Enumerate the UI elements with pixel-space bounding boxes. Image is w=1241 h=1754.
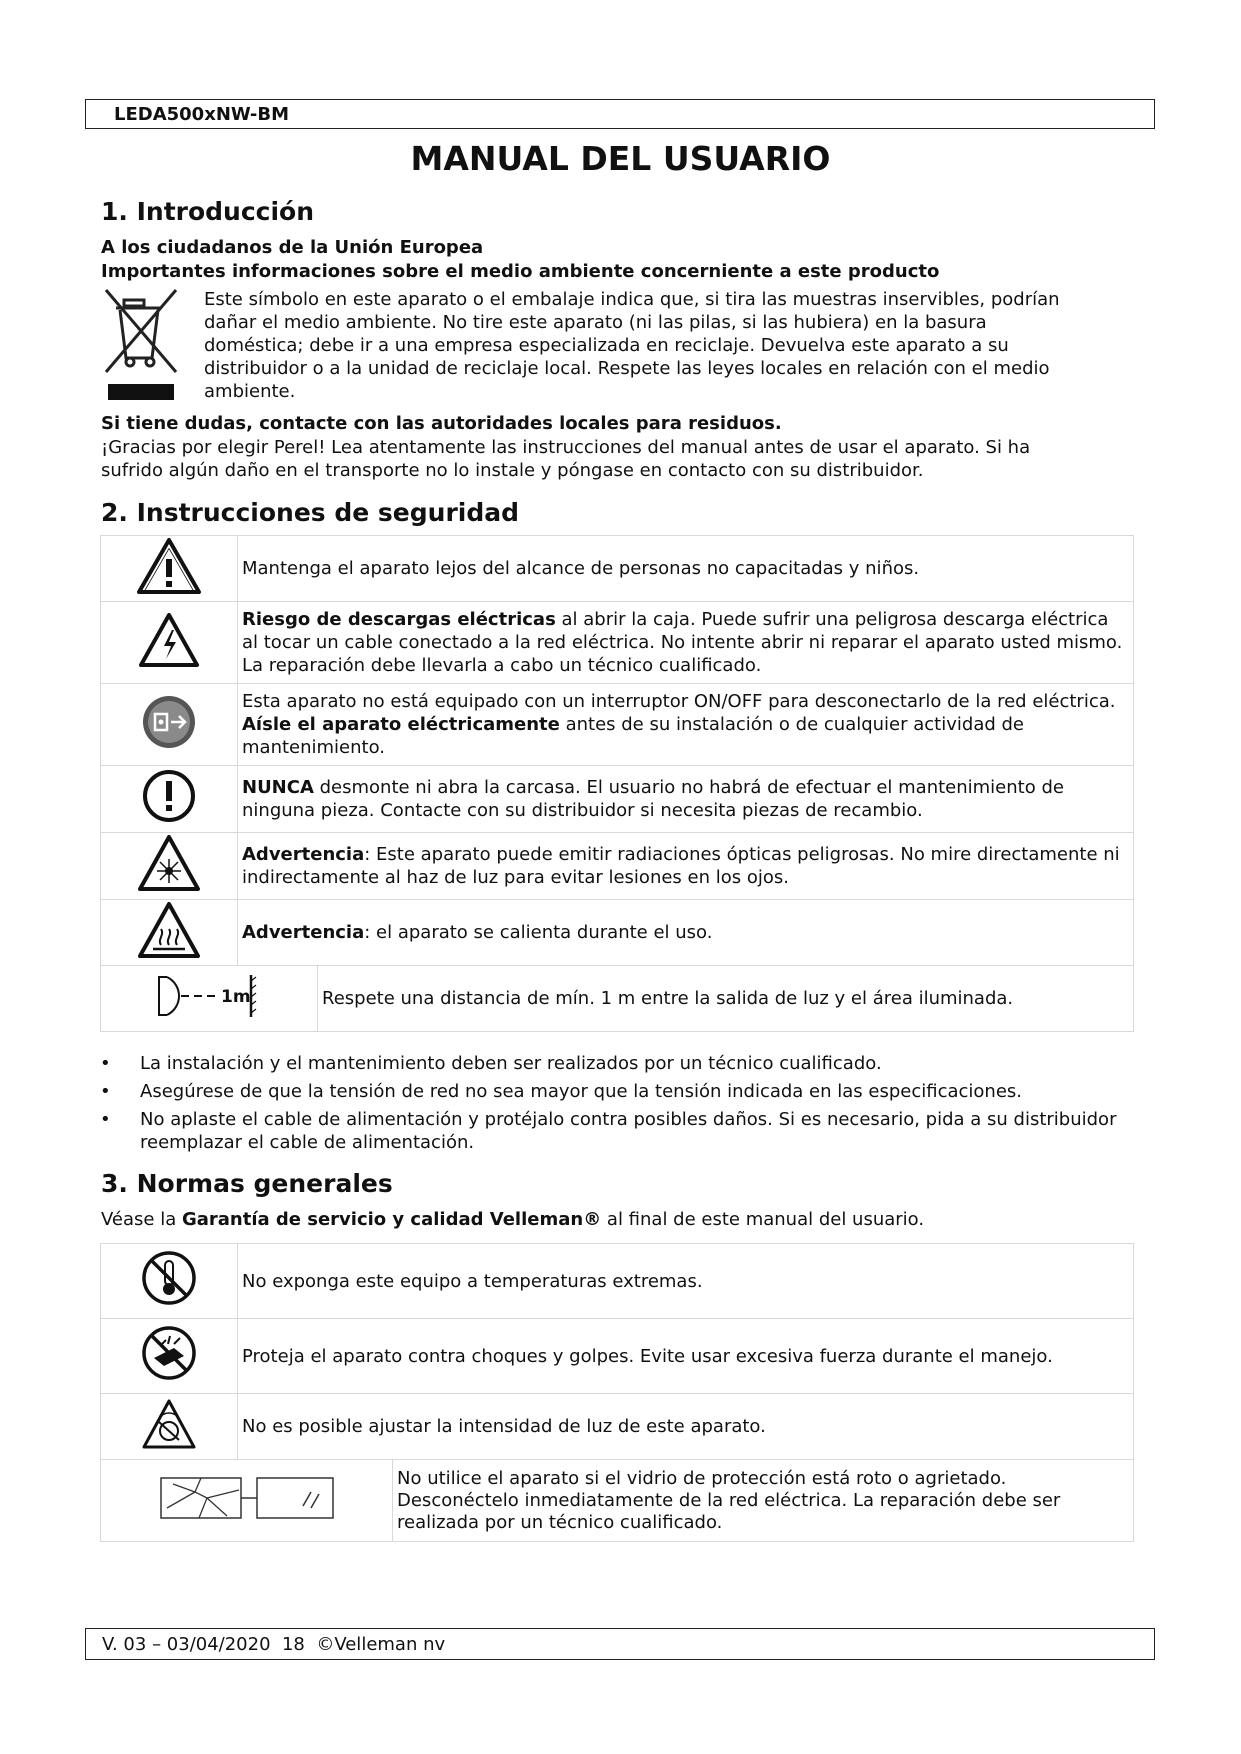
weee-paragraph [204, 288, 1144, 403]
row-text: Respete una distancia de mín. 1 m entre la salida de luz y el área iluminada. [322, 988, 1014, 1009]
header-box [85, 99, 1155, 129]
row-text: Proteja el aparato contra choques y golpes. Evite usar excesiva fuerza durante el manejo. [242, 1345, 1053, 1367]
warranty-note [101, 1208, 924, 1231]
bullet-text: Asegúrese de que la tensión de red no sea mayor que la tensión indicada en las especificaciones. [140, 1081, 1022, 1102]
row-text: desmonte ni abra la carcasa. El usuario no habrá de efectuar el mantenimiento de ninguna pieza. Contacte con su distribuidor si necesita piezas de recambio. [242, 777, 1064, 821]
distance-1m-icon [101, 966, 318, 1032]
row-text: Esta aparato no está equipado con un interruptor ON/OFF para desconectarlo de la red eléctrica. [242, 691, 1116, 712]
weee-line: distribuidor o a la unidad de reciclaje local. Respete las leyes locales en relación con el medio [204, 358, 1050, 379]
disconnect-plug-icon [101, 684, 238, 766]
weee-bin-icon [102, 286, 182, 402]
row-text: No utilice el aparato si el vidrio de protección está roto o agrietado. Desconéctelo inmediatamente de la red eléctrica. La reparación debe ser realizada por un técnico cualificado. [397, 1467, 1061, 1533]
warranty-bold: Garantía de servicio y calidad Velleman® [181, 1209, 602, 1230]
optical-radiation-icon [101, 833, 238, 900]
no-dimmer-icon [101, 1394, 238, 1460]
warning-icon [101, 536, 238, 602]
bullet-text: No aplaste el cable de alimentación y protéjalo contra posibles daños. Si es necesario, pida a su distribuidor reemplazar el cable de alimentación. [140, 1109, 1117, 1153]
safety-table [100, 535, 1134, 1032]
section-3-heading: 3. Normas generales [101, 1169, 393, 1198]
section-2-heading: 2. Instrucciones de seguridad [101, 498, 520, 527]
hot-surface-icon [101, 900, 238, 966]
safety-row [101, 833, 1134, 900]
list-item [100, 1052, 1150, 1075]
bullet-dot: • [100, 1081, 111, 1102]
row-text: antes de su instalación o de cualquier actividad de mantenimiento. [242, 714, 1024, 758]
rules-row [101, 1319, 1134, 1394]
section-1-heading: 1. Introducción [101, 197, 315, 226]
safety-row [101, 900, 1134, 966]
safety-row [101, 966, 1134, 1032]
row-text: : Este aparato puede emitir radiaciones ópticas peligrosas. No mire directamente ni indirectamente al haz de luz para evitar lesiones en los ojos. [242, 844, 1120, 888]
list-item [100, 1108, 1150, 1154]
list-item [100, 1080, 1150, 1103]
weee-line: dañar el medio ambiente. No tire este aparato (ni las pilas, si las hubiera) en la basura [204, 312, 987, 333]
bullet-dot: • [100, 1053, 111, 1074]
row-text: : el aparato se calienta durante el uso. [364, 922, 713, 943]
doubts-note: Si tiene dudas, contacte con las autoridades locales para residuos. [101, 413, 782, 434]
eu-citizens-subheading: A los ciudadanos de la Unión Europea [101, 237, 484, 258]
safety-row [101, 766, 1134, 833]
exclamation-circle-icon [101, 766, 238, 833]
environment-subheading: Importantes informaciones sobre el medio ambiente concerniente a este producto [101, 261, 940, 282]
bullet-dot: • [100, 1109, 111, 1130]
safety-row [101, 536, 1134, 602]
electric-shock-icon [101, 602, 238, 684]
thanks-line: ¡Gracias por elegir Perel! Lea atentamente las instrucciones del manual antes de usar el aparato. Si ha [101, 437, 1031, 458]
warranty-text: al final de este manual del usuario. [601, 1209, 925, 1230]
row-bold: Advertencia [242, 844, 365, 865]
row-bold: Aísle el aparato eléctricamente [242, 714, 560, 735]
broken-glass-icon [101, 1460, 393, 1542]
general-rules-table [100, 1243, 1134, 1542]
safety-row [101, 684, 1134, 766]
no-extreme-temperature-icon [101, 1244, 238, 1319]
weee-line: ambiente. [204, 381, 296, 402]
row-bold: Advertencia [242, 922, 365, 943]
row-bold: NUNCA [242, 777, 314, 798]
safety-row [101, 602, 1134, 684]
warranty-text: Véase la [101, 1209, 182, 1230]
rules-row [101, 1394, 1134, 1460]
no-shock-icon [101, 1319, 238, 1394]
thanks-paragraph [101, 436, 1030, 482]
bullet-text: La instalación y el mantenimiento deben ser realizados por un técnico cualificado. [140, 1053, 882, 1074]
rules-row [101, 1460, 1134, 1542]
weee-line: doméstica; debe ir a una empresa especializada en reciclaje. Devuelva este aparato a su [204, 335, 1009, 356]
row-text: No exponga este equipo a temperaturas extremas. [242, 1270, 703, 1292]
page-title: MANUAL DEL USUARIO [410, 139, 831, 178]
rules-row [101, 1244, 1134, 1319]
row-text: Mantenga el aparato lejos del alcance de personas no capacitadas y niños. [242, 558, 920, 579]
distance-label: 1m [221, 986, 251, 1007]
model-name: LEDA500xNW-BM [114, 104, 290, 125]
row-text: No es posible ajustar la intensidad de luz de este aparato. [242, 1416, 766, 1437]
row-text: al abrir la caja. Puede sufrir una peligrosa descarga eléctrica al tocar un cable conectado a la red eléctrica. No intente abrir ni reparar el aparato usted mismo. La reparación debe llevarla a cabo un técnico cualificado. [242, 609, 1123, 676]
safety-bullet-list [100, 1052, 1150, 1159]
weee-line: Este símbolo en este aparato o el embalaje indica que, si tira las muestras inservibles, podrían [204, 289, 1060, 310]
row-bold: Riesgo de descargas eléctricas [242, 609, 556, 630]
thanks-line: sufrido algún daño en el transporte no lo instale y póngase en contacto con su distribuidor. [101, 460, 924, 481]
footer-box [85, 1628, 1155, 1660]
footer-text: V. 03 – 03/04/2020 18 ©Velleman nv [102, 1634, 446, 1655]
